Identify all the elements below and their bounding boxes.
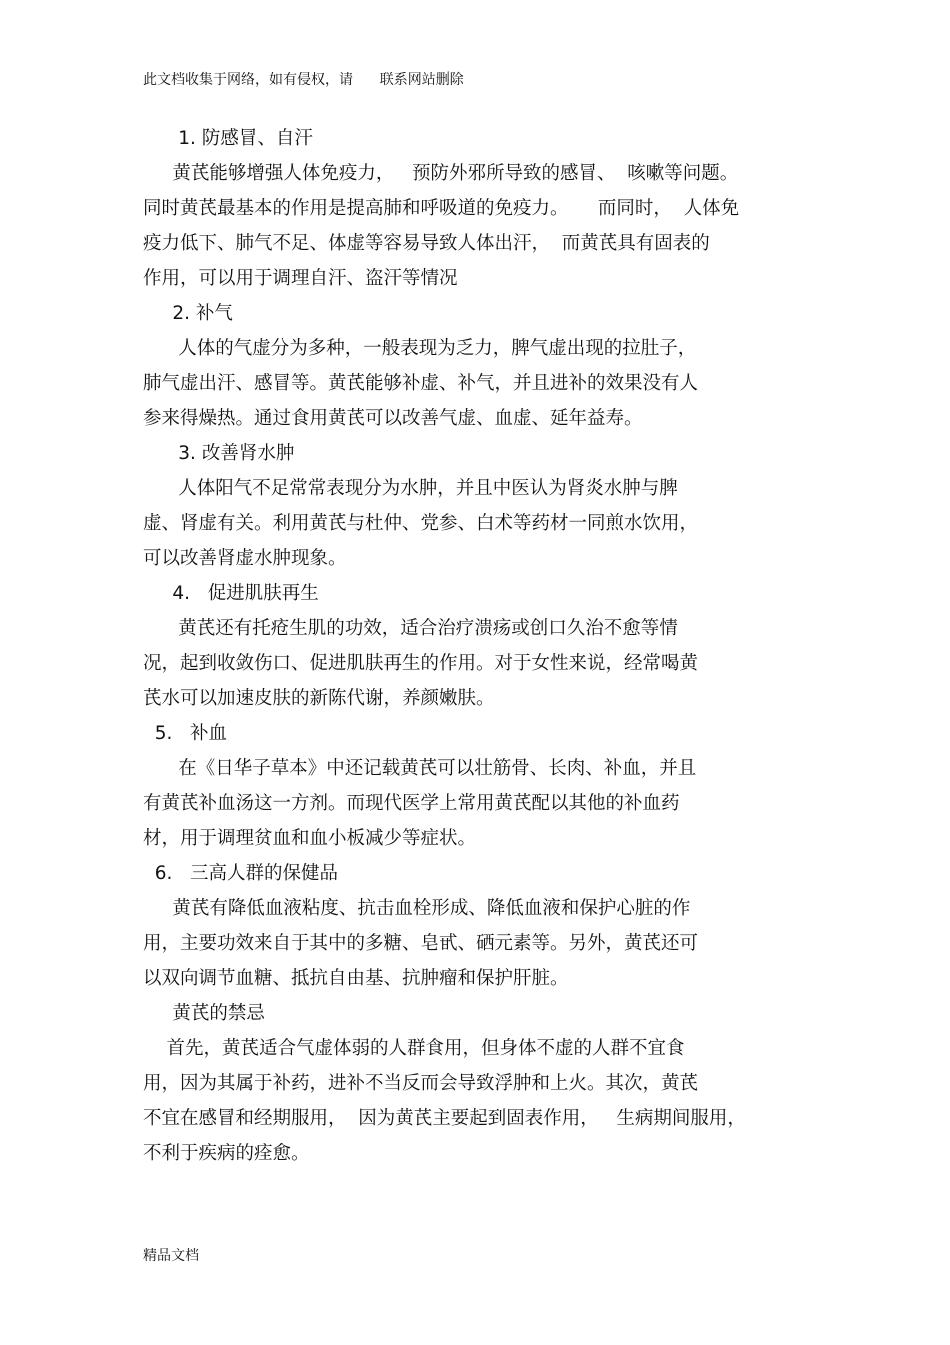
paragraph-line: 参来得燥热。通过食用黄芪可以改善气虚、血虚、延年益寿。 xyxy=(143,408,643,429)
paragraph-line: 况，起到收敛伤口、促进肌肤再生的作用。对于女性来说，经常喝黄 xyxy=(143,653,699,674)
paragraph-line: 肺气虚出汗、感冒等。黄芪能够补虚、补气，并且进补的效果没有人 xyxy=(143,373,699,394)
section-heading: 1. 防感冒、自汗 xyxy=(143,128,313,149)
section-heading: 黄芪的禁忌 xyxy=(143,1003,265,1024)
paragraph-line: 芪水可以加速皮肤的新陈代谢，养颜嫩肤。 xyxy=(143,688,495,709)
paragraph-line: 不利于疾病的痊愈。 xyxy=(143,1143,310,1164)
paragraph-line: 在《日华子草本》中还记载黄芪可以壮筋骨、长肉、补血，并且 xyxy=(143,758,697,779)
paragraph-line: 黄芪有降低血液粘度、抗击血栓形成、降低血液和保护心脏的作 xyxy=(143,898,691,919)
paragraph-line: 用，因为其属于补药，进补不当反而会导致浮肿和上火。其次，黄芪 xyxy=(143,1073,699,1094)
paragraph-line: 黄芪还有托疮生肌的功效，适合治疗溃疡或创口久治不愈等情 xyxy=(143,618,678,639)
section-heading: 5. 补血 xyxy=(143,723,228,744)
paragraph-line: 人体阳气不足常常表现分为水肿，并且中医认为肾炎水肿与脾 xyxy=(143,478,678,499)
paragraph-line: 人体的气虚分为多种，一般表现为乏力，脾气虚出现的拉肚子， xyxy=(143,338,697,359)
paragraph-line: 作用，可以用于调理自汗、盗汗等情况 xyxy=(143,268,458,289)
paragraph-line: 可以改善肾虚水肿现象。 xyxy=(143,548,347,569)
page-footer: 精品文档 xyxy=(143,1248,199,1264)
paragraph-line: 用，主要功效来自于其中的多糖、皂甙、硒元素等。另外，黄芪还可 xyxy=(143,933,699,954)
paragraph-line: 同时黄芪最基本的作用是提高肺和呼吸道的免疫力。 而同时， 人体免 xyxy=(143,198,740,219)
paragraph-line: 材，用于调理贫血和血小板减少等症状。 xyxy=(143,828,477,849)
section-heading: 4. 促进肌肤再生 xyxy=(143,583,319,604)
section-heading: 2. 补气 xyxy=(143,303,233,324)
paragraph-line: 有黄芪补血汤这一方剂。而现代医学上常用黄芪配以其他的补血药 xyxy=(143,793,680,814)
paragraph-line: 不宜在感冒和经期服用， 因为黄芪主要起到固表作用， 生病期间服用， xyxy=(143,1108,746,1129)
paragraph-line: 疫力低下、肺气不足、体虚等容易导致人体出汗， 而黄芪具有固表的 xyxy=(143,233,710,254)
paragraph-line: 黄芪能够增强人体免疫力， 预防外邪所导致的感冒、 咳嗽等问题。 xyxy=(143,163,739,184)
section-heading: 6. 三高人群的保健品 xyxy=(143,863,339,884)
paragraph-line: 首先，黄芪适合气虚体弱的人群食用，但身体不虚的人群不宜食 xyxy=(143,1038,685,1059)
page-header: 此文档收集于网络，如有侵权，请 联系网站删除 xyxy=(143,72,464,88)
paragraph-line: 以双向调节血糖、抵抗自由基、抗肿瘤和保护肝脏。 xyxy=(143,968,569,989)
section-heading: 3. 改善肾水肿 xyxy=(143,443,295,464)
paragraph-line: 虚、肾虚有关。利用黄芪与杜仲、党参、白术等药材一同煎水饮用， xyxy=(143,513,699,534)
